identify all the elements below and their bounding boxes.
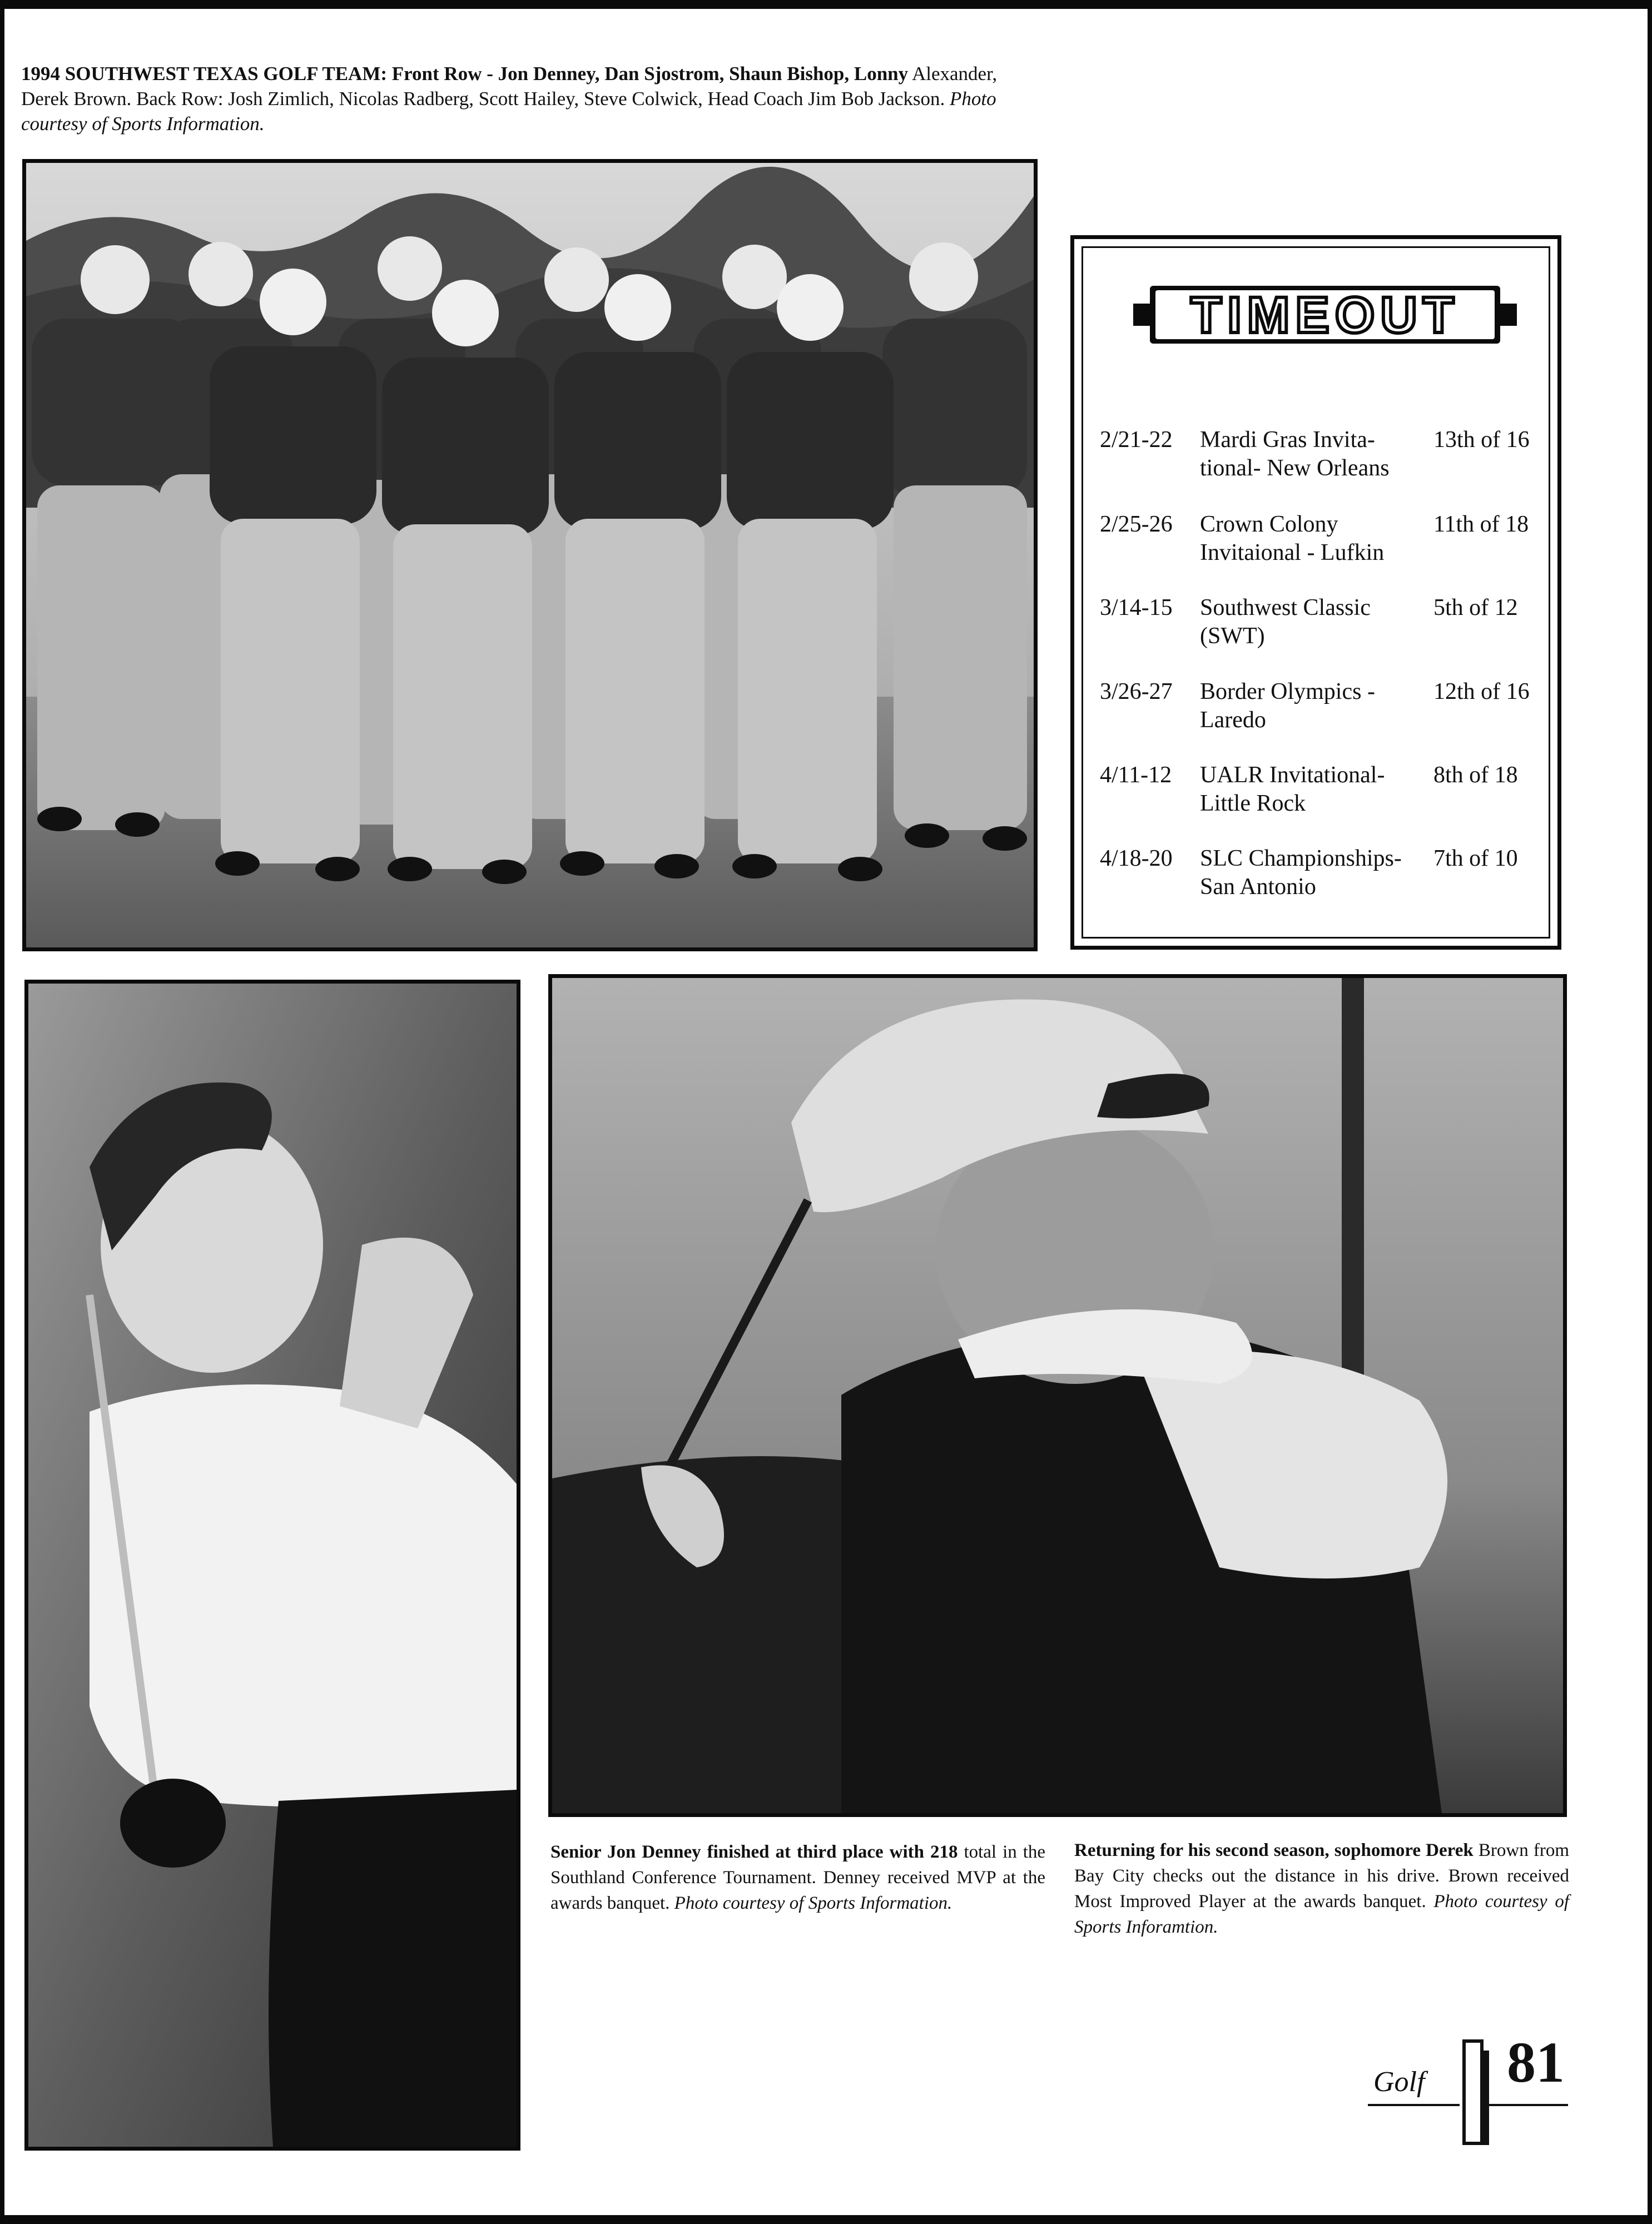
- timeout-logo-text: TIMEOUT: [1190, 287, 1460, 344]
- result-date: 2/25-26: [1100, 512, 1173, 537]
- result-date: 2/21-22: [1100, 427, 1173, 453]
- team-caption-body: Alexander, Derek Brown. Back Row: Josh Zimlich, Nicolas Radberg, Scott Hailey, Steve Colwick, Head Coach Jim Bob Jackson.: [21, 63, 998, 110]
- team-caption-credit: Photo courtesy of Sports Information.: [21, 88, 996, 135]
- folio-rule: [1368, 2104, 1460, 2106]
- page-border-bottom: [0, 2215, 1652, 2224]
- result-place: 7th of 10: [1433, 846, 1518, 871]
- brown-caption-lead: Returning for his second season, sophomore Derek: [1074, 1840, 1474, 1860]
- result-place: 11th of 18: [1433, 512, 1529, 537]
- result-event: Mardi Gras Invita- tional- New Orleans: [1200, 427, 1390, 481]
- page-border-left: [0, 0, 4, 2224]
- team-photo-caption: [21, 61, 1039, 136]
- page-number: 81: [1507, 2031, 1565, 2094]
- brown-caption-body: Brown from Bay City checks out the distance in his drive. Brown received Most Improved Player at the awards banquet.: [1074, 1840, 1569, 1912]
- result-event: UALR Invitational- Little Rock: [1200, 762, 1385, 816]
- result-date: 4/11-12: [1100, 762, 1172, 788]
- result-event: Border Olympics - Laredo: [1200, 679, 1375, 733]
- result-date: 4/18-20: [1100, 846, 1173, 871]
- page-border-top: [0, 0, 1652, 9]
- denney-caption-lead: Senior Jon Denney finished at third place with 218: [550, 1842, 958, 1862]
- brown-caption: [1074, 1838, 1569, 1940]
- page-border-right: [1648, 0, 1652, 2224]
- result-place: 5th of 12: [1433, 595, 1518, 620]
- result-event: Crown Colony Invitaional - Lufkin: [1200, 512, 1385, 565]
- result-date: 3/14-15: [1100, 595, 1173, 620]
- team-photo: [22, 159, 1038, 951]
- page-folio: [1362, 2031, 1574, 2146]
- folio-bar: [1462, 2039, 1484, 2145]
- result-event: SLC Championships- San Antonio: [1200, 846, 1402, 900]
- brown-drive-photo: [548, 974, 1567, 1817]
- result-place: 12th of 16: [1433, 679, 1530, 704]
- timeout-inner-frame: [1082, 246, 1550, 939]
- team-caption-lead: 1994 SOUTHWEST TEXAS GOLF TEAM: Front Row - Jon Denney, Dan Sjostrom, Shaun Bishop, Lonny: [21, 63, 909, 85]
- result-place: 8th of 18: [1433, 762, 1518, 788]
- folio-section-label: Golf: [1373, 2066, 1425, 2098]
- denney-swing-photo: [24, 980, 520, 2151]
- denney-caption: [550, 1839, 1045, 1916]
- denney-caption-credit: Photo courtesy of Sports Information.: [674, 1893, 952, 1913]
- brown-caption-credit: Photo courtesy of Sports Inforamtion.: [1074, 1892, 1569, 1937]
- result-date: 3/26-27: [1100, 679, 1173, 704]
- timeout-results-box: [1070, 235, 1561, 950]
- result-event: Southwest Classic (SWT): [1200, 595, 1371, 649]
- folio-rule-right: [1485, 2104, 1568, 2106]
- result-place: 13th of 16: [1433, 427, 1530, 453]
- denney-caption-body: total in the Southland Conference Tournament. Denney received MVP at the awards banquet.: [550, 1842, 1046, 1913]
- timeout-logo: [1133, 281, 1517, 348]
